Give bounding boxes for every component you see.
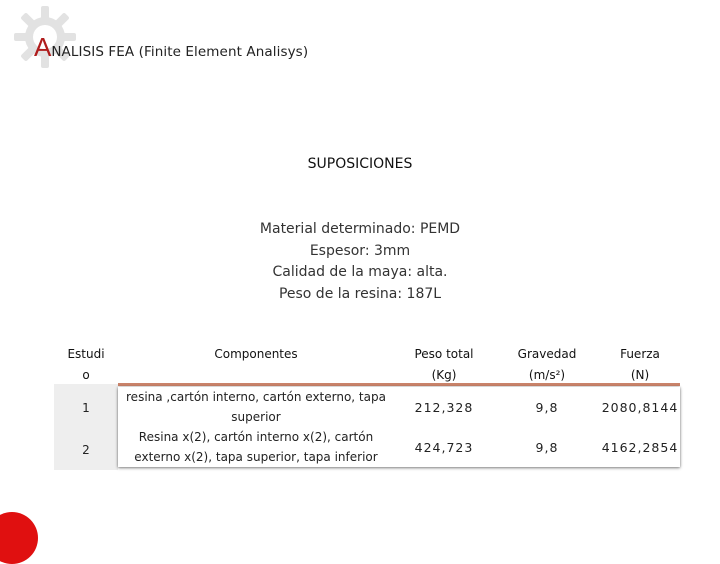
red-dot-icon — [0, 512, 38, 564]
row-2-fuerza: 4162,2854 — [601, 440, 679, 455]
title-initial: A — [34, 32, 52, 62]
header-peso-total: Peso total (Kg) — [414, 347, 474, 382]
assumption-peso: Peso de la resina: 187L — [278, 285, 442, 302]
row-1-estudio: 1 — [82, 401, 90, 415]
row-2-estudio: 2 — [82, 443, 90, 457]
section-heading: SUPOSICIONES — [307, 156, 413, 172]
table-data-panel — [118, 387, 680, 467]
row-1-fuerza: 2080,8144 — [601, 400, 679, 415]
index-column — [54, 384, 118, 470]
results-table — [54, 342, 680, 470]
assumption-espesor: Espesor: 3mm — [309, 242, 411, 259]
title-text: NALISIS FEA (Finite Element Analisys) — [51, 44, 309, 60]
table-body — [54, 384, 680, 470]
header-estudio: Estudi o — [67, 347, 105, 382]
header-gravedad: Gravedad (m/s²) — [517, 347, 577, 382]
table-header-row — [54, 342, 680, 384]
row-1-peso: 212,328 — [414, 400, 474, 415]
assumptions-list — [0, 219, 720, 305]
row-2-gravedad: 9,8 — [535, 440, 559, 455]
row-2-peso: 424,723 — [414, 440, 474, 455]
row-1-componentes: resina ,cartón interno, cartón externo, tapa superior — [126, 390, 386, 424]
assumption-calidad: Calidad de la maya: alta. — [272, 264, 448, 280]
assumption-material: Material determinado: PEMD — [259, 221, 461, 237]
row-2-componentes: Resina x(2), cartón interno x(2), cartón externo x(2), tapa superior, tapa inferior — [134, 430, 378, 464]
header-fuerza: Fuerza (N) — [620, 347, 660, 382]
header-componentes: Componentes — [214, 347, 298, 361]
page-title — [34, 32, 308, 63]
row-1-gravedad: 9,8 — [535, 400, 559, 415]
